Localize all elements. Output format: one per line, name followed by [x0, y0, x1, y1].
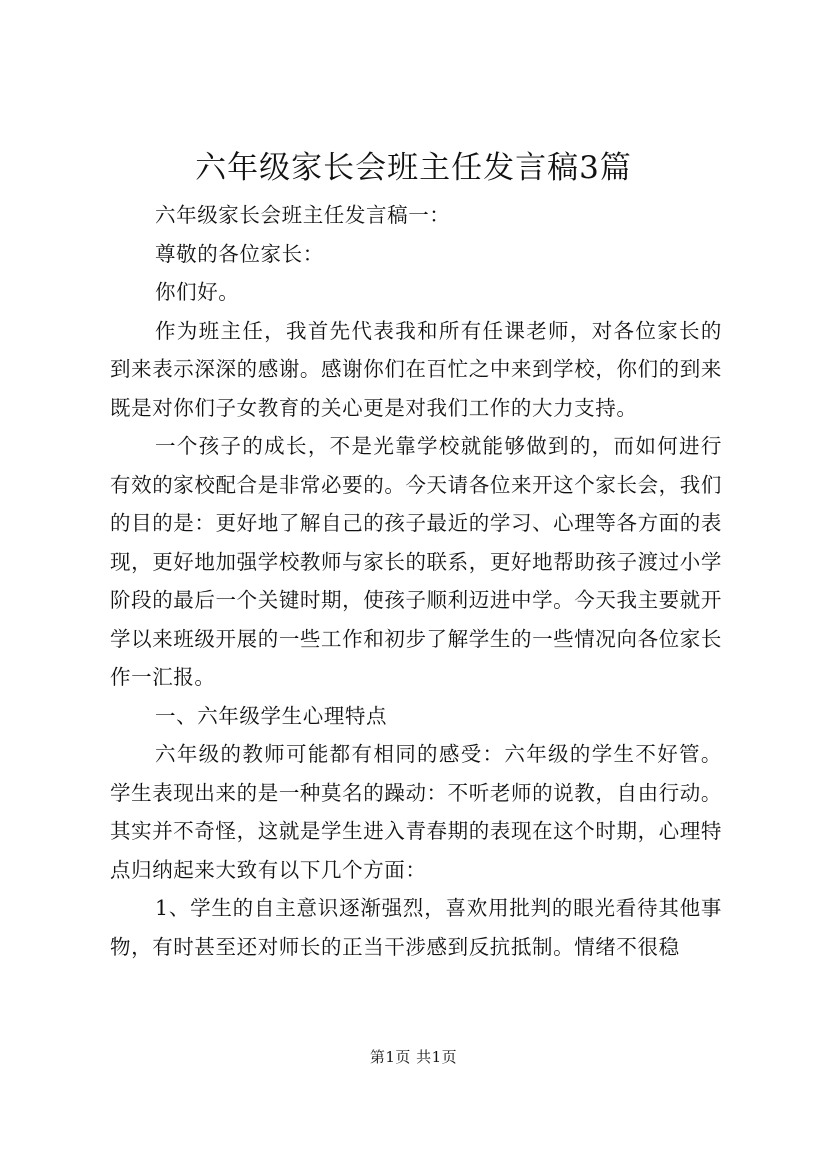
paragraph-characteristics: 六年级的教师可能都有相同的感受：六年级的学生不好管。学生表现出来的是一种莫名的躁动：不听老师的说教，自由行动。其实并不奇怪，这就是学生进入青春期的表现在这个时期，心理特点归纳起来大致有以下几个方面： [110, 742, 722, 882]
paragraph-heading: 六年级家长会班主任发言稿一： [155, 203, 451, 227]
paragraph-greeting: 你们好。 [155, 280, 240, 304]
paragraph-salutation: 尊敬的各位家长： [155, 241, 324, 266]
paragraph-thanks: 作为班主任，我首先代表我和所有任课老师，对各位家长的到来表示深深的感谢。感谢你们在百忙之中来到学校，你们的到来既是对你们子女教育的关心更是对我们工作的大力支持。 [110, 318, 722, 420]
page-footer: 第1页 共1页 [369, 1048, 458, 1066]
section-heading: 一、六年级学生心理特点 [155, 703, 388, 728]
document-title: 六年级家长会班主任发言稿3篇 [195, 150, 632, 186]
paragraph-point-1: 1、学生的自主意识逐渐强烈，喜欢用批判的眼光看待其他事物，有时甚至还对师长的正当干涉感到反抗抵制。情绪不很稳 [110, 896, 722, 959]
document-body [110, 196, 722, 966]
paragraph-purpose: 一个孩子的成长，不是光靠学校就能够做到的，而如何进行有效的家校配合是非常必要的。今天请各位来开这个家长会，我们的目的是：更好地了解自己的孩子最近的学习、心理等各方面的表现，更好地加强学校教师与家长的联系，更好地帮助孩子渡过小学阶段的最后一个关键时期，使孩子顺利迈进中学。今天我主要就开学以来班级开展的一些工作和初步了解学生的一些情况向各位家长作一汇报。 [110, 434, 722, 689]
